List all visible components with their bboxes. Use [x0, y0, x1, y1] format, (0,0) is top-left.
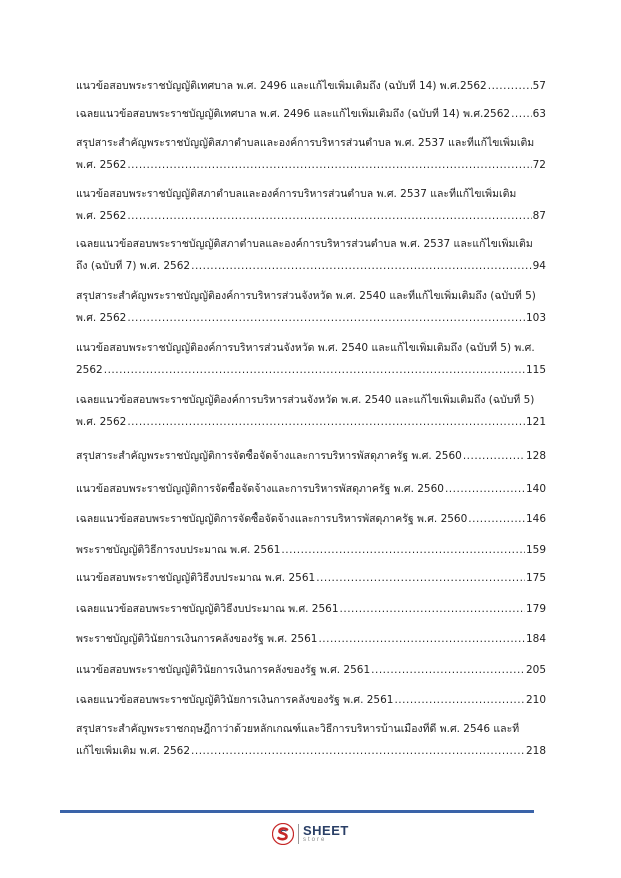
toc-entry-title: พระราชบัญญัติวินัยการเงินการคลังของรัฐ พ.ศ. 2561 [76, 633, 318, 645]
toc-page-number: 128 [525, 450, 546, 462]
toc-page-number: 87 [532, 210, 546, 222]
toc-entry-title: พ.ศ. 2562 [76, 312, 127, 324]
dot-leader [191, 259, 532, 273]
dot-leader [316, 571, 525, 585]
toc-page-number: 218 [525, 745, 546, 757]
dot-leader [104, 363, 525, 377]
toc-page-number: 210 [525, 694, 546, 706]
toc-entry[interactable] [76, 693, 546, 707]
toc-entry-title: แก้ไขเพิ่มเติม พ.ศ. 2562 [76, 745, 191, 757]
dot-leader [468, 512, 525, 526]
dot-leader [488, 79, 532, 93]
toc-page-number: 115 [525, 364, 546, 376]
toc-entry[interactable] [76, 663, 546, 677]
toc-entry-title: แนวข้อสอบพระราชบัญญัติวินัยการเงินการคลังของรัฐ พ.ศ. 2561 [76, 664, 371, 676]
toc-page-number: 140 [525, 483, 546, 495]
toc-page-number: 72 [532, 159, 546, 171]
dot-leader [127, 311, 525, 325]
toc-entry-title: เฉลยแนวข้อสอบพระราชบัญญัติวินัยการเงินการคลังของรัฐ พ.ศ. 2561 [76, 694, 394, 706]
toc-page-number: 63 [532, 108, 546, 120]
toc-entry-title: 2562 [76, 364, 103, 376]
toc-entry[interactable] [76, 449, 546, 463]
dot-leader [127, 415, 525, 429]
toc-entry-title: เฉลยแนวข้อสอบพระราชบัญญัติองค์การบริหารส่วนจังหวัด พ.ศ. 2540 และแก้ไขเพิ่มเติมถึง (ฉบับที่ 5) [76, 394, 535, 406]
toc-entry[interactable] [76, 722, 546, 766]
toc-entry[interactable] [76, 632, 546, 646]
toc-entry-title: เฉลยแนวข้อสอบพระราชบัญญัติวิธีงบประมาณ พ.ศ. 2561 [76, 603, 339, 615]
toc-entry-title: สรุปสาระสำคัญพระราชกฤษฎีกาว่าด้วยหลักเกณฑ์และวิธีการบริหารบ้านเมืองที่ดี พ.ศ. 2546 และที่ [76, 723, 520, 735]
toc-page-number: 146 [525, 513, 546, 525]
dot-leader [340, 602, 525, 616]
toc-entry-title: พระราชบัญญัติวิธีการงบประมาณ พ.ศ. 2561 [76, 544, 281, 556]
toc-entry-title: แนวข้อสอบพระราชบัญญัติการจัดซื้อจัดจ้างและการบริหารพัสดุภาครัฐ พ.ศ. 2560 [76, 483, 444, 495]
toc-entry[interactable] [76, 543, 546, 557]
dot-leader [281, 543, 525, 557]
dot-leader [511, 107, 532, 121]
toc-entry-title: พ.ศ. 2562 [76, 416, 127, 428]
toc-page-number: 103 [525, 312, 546, 324]
dot-leader [463, 449, 525, 463]
dot-leader [394, 693, 524, 707]
toc-entry[interactable] [76, 79, 546, 93]
toc-page-number: 94 [532, 260, 546, 272]
toc-page-number: 205 [525, 664, 546, 676]
dot-leader [191, 744, 525, 758]
footer-logo [272, 823, 349, 845]
toc-entry[interactable] [76, 571, 546, 585]
dot-leader [127, 158, 531, 172]
toc-entry[interactable] [76, 341, 546, 385]
toc-page-number: 179 [525, 603, 546, 615]
toc-entry-title: เฉลยแนวข้อสอบพระราชบัญญัติสภาตำบลและองค์การบริหารส่วนตำบล พ.ศ. 2537 และแก้ไขเพิ่มเติม [76, 238, 533, 250]
toc-page-number: 184 [525, 633, 546, 645]
toc-entry-title: พ.ศ. 2562 [76, 159, 127, 171]
toc-entry-title: เฉลยแนวข้อสอบพระราชบัญญัติการจัดซื้อจัดจ้างและการบริหารพัสดุภาครัฐ พ.ศ. 2560 [76, 513, 468, 525]
toc-entry-title: แนวข้อสอบพระราชบัญญัติสภาตำบลและองค์การบริหารส่วนตำบล พ.ศ. 2537 และที่แก้ไขเพิ่มเติม [76, 188, 517, 200]
toc-entry-title: แนวข้อสอบพระราชบัญญัติวิธีงบประมาณ พ.ศ. 2561 [76, 572, 316, 584]
dot-leader [371, 663, 525, 677]
toc-entry-title: แนวข้อสอบพระราชบัญญัติองค์การบริหารส่วนจังหวัด พ.ศ. 2540 และแก้ไขเพิ่มเติมถึง (ฉบับที่ 5) พ.ศ. [76, 342, 535, 354]
toc-entry-title: สรุปสาระสำคัญพระราชบัญญัติการจัดซื้อจัดจ้างและการบริหารพัสดุภาครัฐ พ.ศ. 2560 [76, 450, 462, 462]
sheet-store-logo-icon [272, 823, 294, 845]
dot-leader [127, 209, 531, 223]
toc-entry[interactable] [76, 136, 546, 180]
toc-entry[interactable] [76, 107, 546, 121]
toc-entry[interactable] [76, 512, 546, 526]
toc-page-number: 175 [525, 572, 546, 584]
dot-leader [318, 632, 525, 646]
toc-page-number: 159 [525, 544, 546, 556]
toc-entry[interactable] [76, 187, 546, 231]
toc-entry[interactable] [76, 602, 546, 616]
toc-entry-title: พ.ศ. 2562 [76, 210, 127, 222]
toc-entry-title: แนวข้อสอบพระราชบัญญัติเทศบาล พ.ศ. 2496 และแก้ไขเพิ่มเติมถึง (ฉบับที่ 14) พ.ศ.2562 [76, 80, 487, 92]
toc-page-number: 121 [525, 416, 546, 428]
toc-entry-title: ถึง (ฉบับที่ 7) พ.ศ. 2562 [76, 260, 191, 272]
toc-entry[interactable] [76, 482, 546, 496]
toc-entry[interactable] [76, 393, 546, 437]
toc-page-number: 57 [532, 80, 546, 92]
toc-entry-title: สรุปสาระสำคัญพระราชบัญญัติสภาตำบลและองค์การบริหารส่วนตำบล พ.ศ. 2537 และที่แก้ไขเพิ่มเติม [76, 137, 535, 149]
dot-leader [445, 482, 525, 496]
toc-entry-title: เฉลยแนวข้อสอบพระราชบัญญัติเทศบาล พ.ศ. 2496 และแก้ไขเพิ่มเติมถึง (ฉบับที่ 14) พ.ศ.2562 [76, 108, 511, 120]
toc-entry[interactable] [76, 237, 546, 281]
brand-name: SHEET [303, 823, 349, 838]
footer-rule [60, 810, 534, 813]
toc-entry[interactable] [76, 289, 546, 333]
toc-entry-title: สรุปสาระสำคัญพระราชบัญญัติองค์การบริหารส่วนจังหวัด พ.ศ. 2540 และที่แก้ไขเพิ่มเติมถึง (ฉบับที่ 5) [76, 290, 536, 302]
brand-subtitle: store [303, 837, 327, 843]
